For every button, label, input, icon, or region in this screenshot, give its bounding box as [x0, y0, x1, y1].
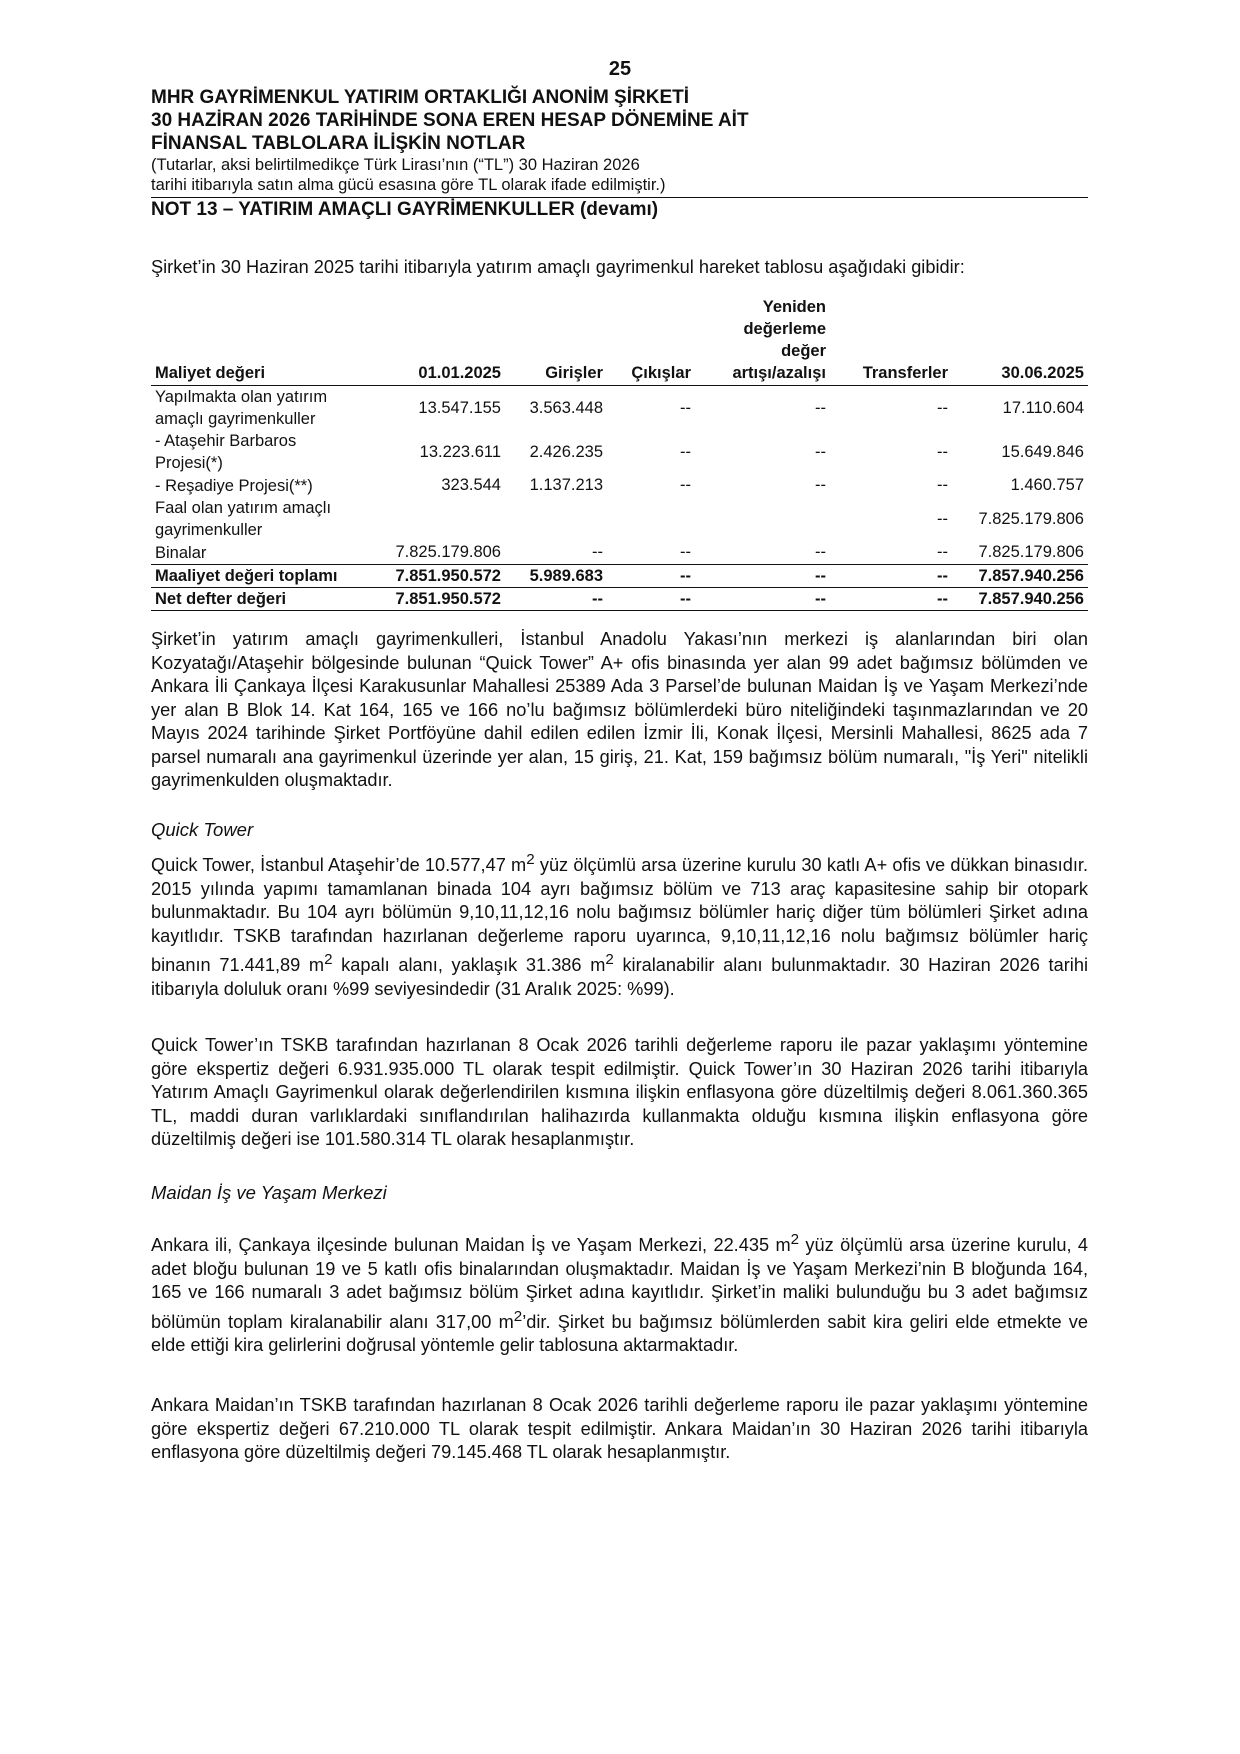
cell-disposals: --: [680, 442, 691, 461]
table-row: [151, 541, 1088, 565]
cell-revaluation: --: [815, 442, 826, 461]
cell-transfers: --: [937, 398, 948, 417]
table-row: [151, 430, 1088, 474]
document-header: [151, 86, 1088, 222]
maidan-heading: Maidan İş ve Yaşam Merkezi: [151, 1182, 387, 1203]
header-cost-value: Maliyet değeri: [155, 364, 266, 382]
net-label: Net defter değeri: [151, 588, 375, 611]
cell-transfers: --: [937, 476, 948, 494]
cell-additions: 3.563.448: [529, 398, 603, 417]
company-name: MHR GAYRİMENKUL YATIRIM ORTAKLIĞI ANONİM ŞİRKETİ: [151, 87, 690, 108]
cell-revaluation: --: [815, 398, 826, 417]
cell-revaluation: --: [695, 565, 830, 588]
cell-closing: 7.825.179.806: [978, 543, 1084, 561]
table-header-row: [151, 296, 1088, 386]
cell-disposals: --: [680, 543, 691, 561]
portfolio-paragraph: Şirket’in yatırım amaçlı gayrimenkulleri, İstanbul Anadolu Yakası’nın merkezi iş alanlarından biri olan Kozyatağı/Ataşehir bölgesinde bulunan “Quick Tower” A+ ofis binasında yer alan 99 adet bağımsız bölümden ve Ankara İli Çankaya İlçesi Karakusunlar Mahallesi 25389 Ada 3 Parsel’de bulunan Maidan İş ve Yaşam Merkezi’nde yer alan B Blok 14. Kat 164, 165 ve 166 no’lu bağımsız bölümlerdeki büro niteliğindeki taşınmazlarından ve 20 Mayıs 2024 tarihinde Şirket Portföyüne dahil edilen edilen İzmir İli, Konak İlçesi, Mersinli Mahallesi, 8625 ada 7 parsel numaralı ana gayrimenkul üzerinde yer alan, 15 giriş, 21. Kat, 159 bağımsız bölüm numaralı, "İş Yeri" nitelikli gayrimenkulden oluşmaktadır.: [151, 629, 1088, 790]
row-label: Yapılmakta olan yatırım amaçlı gayrimenkuller: [155, 388, 328, 428]
table-row: [151, 386, 1088, 431]
cell-additions: --: [592, 543, 603, 561]
cell-disposals: [607, 497, 695, 541]
cell-transfers: --: [830, 565, 952, 588]
cell-opening: 7.825.179.806: [395, 543, 501, 561]
maidan-paragraph-1: Ankara ili, Çankaya ilçesinde bulunan Maidan İş ve Yaşam Merkezi, 22.435 $m^2$ yüz ölçümlü arsa üzerine kurulu, 4 adet bloğu bulunan 19 ve 5 katlı ofis binalarından oluşmaktadır. Maidan İş ve Yaşam Merkezi’nin B bloğunda 164, 165 ve 166 numaralı 3 adet bağımsız bölüm Şirket adına kayıtlıdır. Şirket’in maliki bulunduğu bu 3 adet bağımsız bölümün toplam kiralanabilir alanı 317,00 $m^2’dir$. Şirket bu bağımsız bölümlerden sabit kira geliri elde etmekte ve elde ettiği kira gelirlerini doğrusal yöntemle gelir tablosuna aktarmaktadır.: [151, 1231, 1089, 1356]
cell-disposals: --: [680, 476, 691, 494]
cell-transfers: --: [937, 509, 948, 528]
row-label: Binalar: [155, 543, 207, 562]
quick-tower-heading: Quick Tower: [151, 819, 254, 840]
cell-additions: [505, 497, 607, 541]
investment-property-movement-table: [151, 296, 1088, 611]
cell-transfers: --: [830, 588, 952, 611]
cell-opening: 7.851.950.572: [375, 565, 505, 588]
cell-additions: --: [505, 588, 607, 611]
cell-revaluation: --: [695, 588, 830, 611]
header-disposals: Çıkışlar: [631, 364, 691, 382]
cell-closing: 7.857.940.256: [952, 588, 1088, 611]
maidan-paragraph-2: Ankara Maidan’ın TSKB tarafından hazırlanan 8 Ocak 2026 tarihli değerleme raporu ile pazar yaklaşımı yöntemine göre ekspertiz değeri 67.210.000 TL olarak tespit edilmiştir. Ankara Maidan’ın 30 Haziran 2026 tarihi itibarıyla enflasyona göre düzeltilmiş değeri 79.145.468 TL olarak hesaplanmıştır.: [151, 1395, 1088, 1462]
currency-note-line-2: tarihi itibarıyla satın alma gücü esasına göre TL olarak ifade edilmiştir.): [151, 176, 666, 194]
table-row: [151, 497, 1088, 541]
cell-opening: 323.544: [441, 476, 501, 494]
cell-revaluation: --: [815, 543, 826, 561]
cell-disposals: --: [607, 588, 695, 611]
cell-opening: 7.851.950.572: [375, 588, 505, 611]
cell-disposals: --: [680, 398, 691, 417]
row-label: - Reşadiye Projesi(**): [155, 476, 313, 495]
period-line: 30 HAZİRAN 2026 TARİHİNDE SONA EREN HESAP DÖNEMİNE AİT: [151, 110, 749, 131]
cell-additions: 2.426.235: [529, 442, 603, 461]
page-number: 25: [608, 58, 632, 80]
quick-tower-paragraph-2: Quick Tower’ın TSKB tarafından hazırlanan 8 Ocak 2026 tarihli değerleme raporu ile pazar yaklaşımı yöntemine göre ekspertiz değeri 6.931.935.000 TL olarak tespit edilmiştir. Quick Tower’ın 30 Haziran 2026 tarihi itibarıyla Yatırım Amaçlı Gayrimenkul olarak değerlendirilen kısmına ilişkin enflasyona göre düzeltilmiş değeri 8.061.360.365 TL, maddi duran varlıklardaki sınıflandırılan halihazırda kullanmakta olduğu kısmına ilişkin enflasyona göre düzeltilmiş değeri ise 101.580.314 TL olarak hesaplanmıştır.: [151, 1035, 1088, 1149]
table-net-row: [151, 588, 1088, 611]
document-title: FİNANSAL TABLOLARA İLİŞKİN NOTLAR: [151, 133, 526, 154]
cell-closing: 7.857.940.256: [952, 565, 1088, 588]
header-additions: Girişler: [545, 364, 603, 382]
cell-closing: 7.825.179.806: [978, 509, 1084, 528]
header-opening: 01.01.2025: [418, 364, 501, 382]
row-label: Faal olan yatırım amaçlı gayrimenkuller: [155, 499, 332, 539]
quick-tower-paragraph-1: Quick Tower, İstanbul Ataşehir’de 10.577,47 $m^2$ yüz ölçümlü arsa üzerine kurulu 30 katlı A+ ofis ve dükkan binasıdır. 2015 yılında yapımı tamamlanan binada 104 ayrı bağımsız bölüm ve 713 araç kapasitesine sahip bir otopark bulunmaktadır. Bu 104 ayrı bölümün 9,10,11,12,16 nolu bağımsız bölümler hariç diğer tüm bölümleri Şirket adına kayıtlıdır. TSKB tarafından hazırlanan değerleme raporu uyarınca, 9,10,11,12,16 nolu bağımsız bölümler hariç binanın 71.441,89 $m^2$ kapalı alanı, yaklaşık 31.386 $m^2$ kiralanabilir alanı bulunmaktadır. 30 Haziran 2026 tarihi itibarıyla doluluk oranı %99 seviyesindedir (31 Aralık 2025: %99).: [151, 851, 1088, 999]
cell-opening: [375, 497, 505, 541]
row-label: - Ataşehir Barbaros Projesi(*): [155, 432, 297, 472]
table-row: [151, 474, 1088, 497]
cell-closing: 17.110.604: [1002, 398, 1084, 417]
total-label: Maaliyet değeri toplamı: [151, 565, 375, 588]
cell-revaluation: [695, 497, 830, 541]
cell-disposals: --: [607, 565, 695, 588]
note-title: NOT 13 – YATIRIM AMAÇLI GAYRİMENKULLER (devamı): [151, 199, 659, 220]
cell-opening: 13.547.155: [418, 398, 501, 417]
cell-closing: 1.460.757: [1010, 476, 1084, 494]
cell-closing: 15.649.846: [1001, 442, 1084, 461]
header-transfers: Transferler: [862, 364, 948, 382]
cell-transfers: --: [937, 442, 948, 461]
table-intro: Şirket’in 30 Haziran 2025 tarihi itibarıyla yatırım amaçlı gayrimenkul hareket tablosu aşağıdaki gibidir:: [151, 257, 965, 277]
cell-transfers: --: [937, 543, 948, 561]
cell-opening: 13.223.611: [419, 442, 501, 461]
cell-additions: 5.989.683: [505, 565, 607, 588]
cell-additions: 1.137.213: [529, 476, 603, 494]
currency-note-line-1: (Tutarlar, aksi belirtilmedikçe Türk Lirası’nın (“TL”) 30 Haziran 2026: [151, 156, 640, 174]
cell-revaluation: --: [815, 476, 826, 494]
header-revaluation: Yeniden değerleme değer artışı/azalışı: [732, 298, 826, 382]
table-total-row: [151, 565, 1088, 588]
header-closing: 30.06.2025: [1001, 364, 1084, 382]
